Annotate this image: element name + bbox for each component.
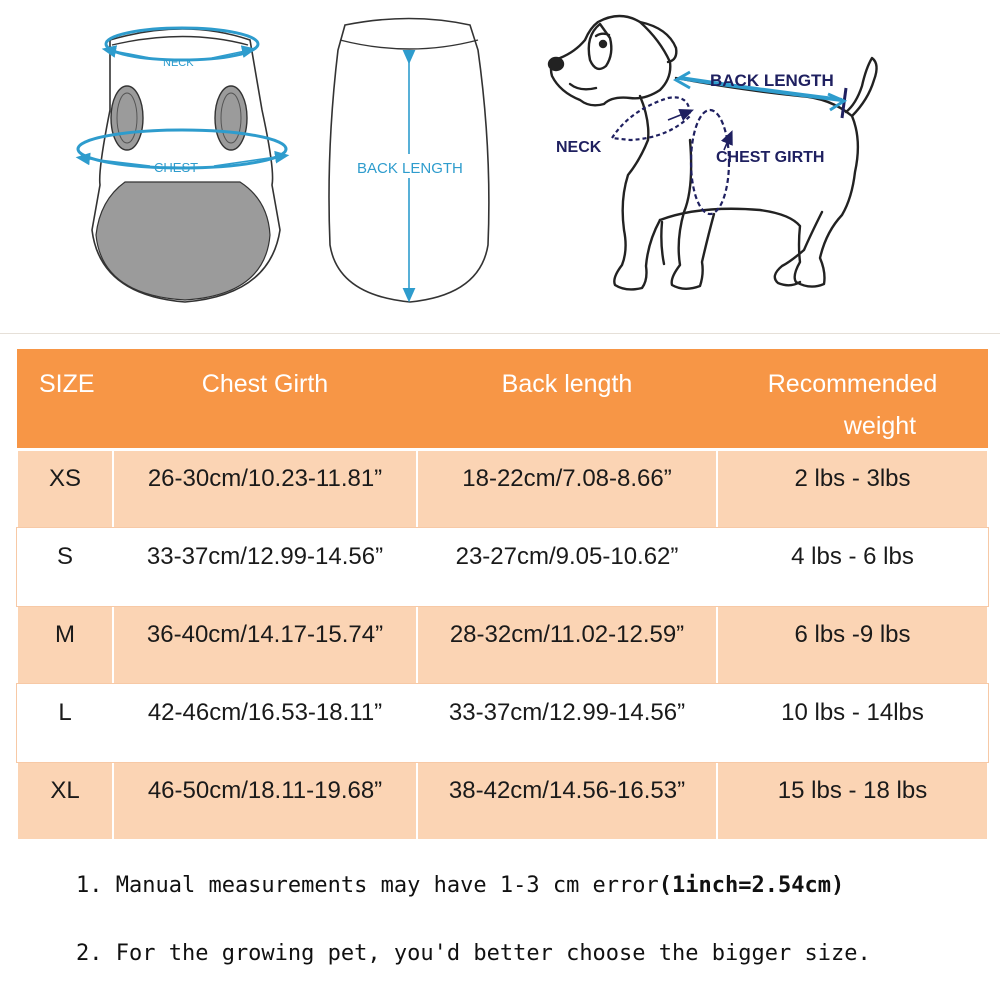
cell-chest: 36-40cm/14.17-15.74” — [113, 606, 417, 684]
cell-weight: 6 lbs -9 lbs — [717, 606, 988, 684]
size-chart-table — [16, 349, 989, 841]
cell-size: S — [17, 528, 113, 606]
table-row — [17, 606, 988, 684]
cell-size: M — [17, 606, 113, 684]
cell-back: 33-37cm/12.99-14.56” — [417, 684, 717, 762]
cell-chest: 33-37cm/12.99-14.56” — [113, 528, 417, 606]
front-neck-label: NECK — [163, 57, 194, 69]
header-size: SIZE — [17, 349, 113, 450]
note-measurement-error — [76, 873, 844, 898]
front-chest-label: CHEST — [154, 160, 199, 175]
table-row — [17, 762, 988, 840]
note-growing-pet: 2. For the growing pet, you'd better choose the bigger size. — [76, 941, 871, 966]
note1-text: 1. Manual measurements may have 1-3 cm error — [76, 873, 659, 898]
cell-weight: 10 lbs - 14lbs — [717, 684, 988, 762]
section-divider — [0, 333, 1000, 334]
table-row — [17, 528, 988, 606]
garment-belly-panel — [96, 182, 270, 300]
cell-back: 38-42cm/14.56-16.53” — [417, 762, 717, 840]
dog-back-length-label: BACK LENGTH — [710, 71, 834, 90]
table-row — [17, 450, 988, 528]
cell-weight: 15 lbs - 18 lbs — [717, 762, 988, 840]
dog-chest-girth-label: CHEST GIRTH — [716, 149, 825, 166]
header-chest-girth: Chest Girth — [113, 349, 417, 450]
cell-back: 28-32cm/11.02-12.59” — [417, 606, 717, 684]
cell-size: XL — [17, 762, 113, 840]
cell-weight: 4 lbs - 6 lbs — [717, 528, 988, 606]
header-recommended-weight — [717, 349, 988, 450]
cell-weight: 2 lbs - 3lbs — [717, 450, 988, 528]
cell-size: XS — [17, 450, 113, 528]
cell-back: 18-22cm/7.08-8.66” — [417, 450, 717, 528]
header-weight-line1: Recommended — [767, 370, 938, 398]
table-header-row — [17, 349, 988, 450]
back-length-label: BACK LENGTH — [357, 160, 463, 177]
note1-conversion: (1inch=2.54cm) — [658, 873, 845, 898]
cell-chest: 46-50cm/18.11-19.68” — [113, 762, 417, 840]
cell-chest: 26-30cm/10.23-11.81” — [113, 450, 417, 528]
header-weight-line2: weight — [843, 412, 917, 440]
cell-size: L — [17, 684, 113, 762]
header-back-length: Back length — [417, 349, 717, 450]
armhole-left — [111, 86, 143, 150]
cell-chest: 42-46cm/16.53-18.11” — [113, 684, 417, 762]
dog-neck-ring — [612, 97, 690, 140]
armhole-right — [215, 86, 247, 150]
table-row — [17, 684, 988, 762]
cell-back: 23-27cm/9.05-10.62” — [417, 528, 717, 606]
measurement-illustration — [0, 0, 1000, 320]
dog-neck-label: NECK — [556, 139, 602, 156]
